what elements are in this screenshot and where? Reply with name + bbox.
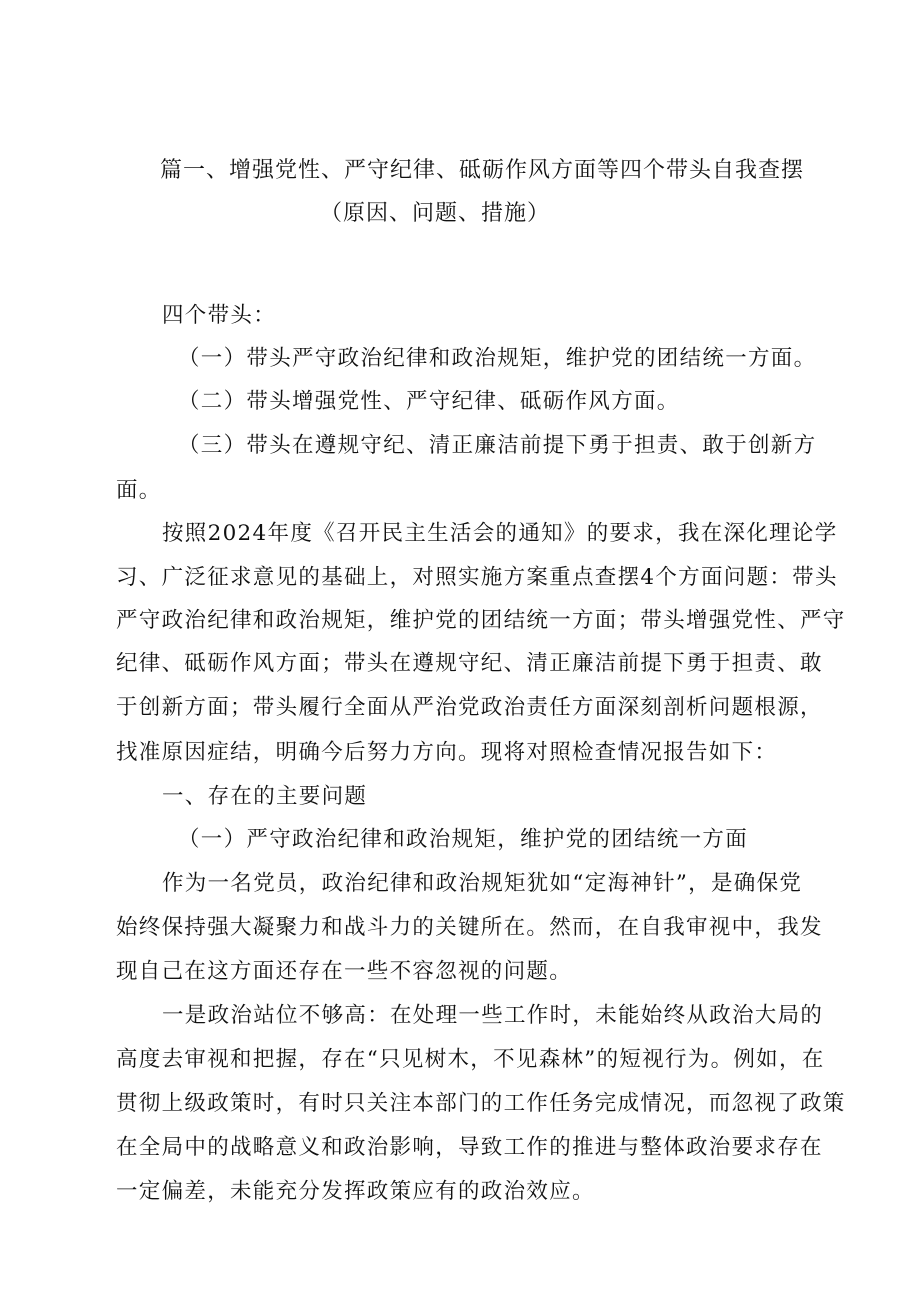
text-line: 现自己在这方面还存在一些不容忽视的问题。 [116, 959, 573, 984]
text-line: 找准原因症结，明确今后努力方向。现将对照检查情况报告如下： [116, 740, 778, 765]
text-line: （三）带头在遵规守纪、清正廉洁前提下勇于担责、敢于创新方 [178, 433, 817, 458]
text-line: 一定偏差，未能充分发挥政策应有的政治效应。 [116, 1179, 595, 1204]
text-line: 严守政治纪律和政治规矩，维护党的团结统一方面；带头增强党性、严守 [116, 608, 846, 633]
text-line: 贯彻上级政策时，有时只关注本部门的工作任务完成情况，而忽视了政策 [116, 1091, 846, 1116]
text-line: 始终保持强大凝聚力和战斗力的关键所在。然而，在自我审视中，我发 [116, 915, 823, 940]
text-line: （一）带头严守政治纪律和政治规矩，维护党的团结统一方面。 [178, 346, 817, 371]
text-line: 于创新方面；带头履行全面从严治党政治责任方面深刻剖析问题根源， [116, 695, 823, 720]
text-line: 在全局中的战略意义和政治影响，导致工作的推进与整体政治要求存在 [116, 1135, 823, 1160]
text-line: 四个带头： [162, 303, 277, 328]
document-title: 篇一、增强党性、严守纪律、砥砺作风方面等四个带头自我查摆 [160, 158, 805, 183]
text-line: 纪律、砥砺作风方面；带头在遵规守纪、清正廉洁前提下勇于担责、敢 [116, 651, 823, 676]
text-line: 高度去审视和把握，存在“只见树木，不见森林”的短视行为。例如，在 [116, 1047, 825, 1072]
text-line: （二）带头增强党性、严守纪律、砥砺作风方面。 [178, 389, 680, 414]
text-line: 习、广泛征求意见的基础上，对照实施方案重点查摆4个方面问题：带头 [116, 565, 838, 590]
section-heading: 一、存在的主要问题 [162, 784, 368, 809]
document-subtitle: （原因、问题、措施） [320, 201, 551, 226]
text-line: 按照2024年度《召开民主生活会的通知》的要求，我在深化理论学 [162, 521, 838, 546]
text-line: 作为一名党员，政治纪律和政治规矩犹如“定海神针”，是确保党 [162, 871, 803, 896]
text-line: 一是政治站位不够高：在处理一些工作时，未能始终从政治大局的 [162, 1003, 824, 1028]
subsection-heading: （一）严守政治纪律和政治规矩，维护党的团结统一方面 [178, 827, 749, 852]
text-line: 面。 [116, 478, 162, 503]
